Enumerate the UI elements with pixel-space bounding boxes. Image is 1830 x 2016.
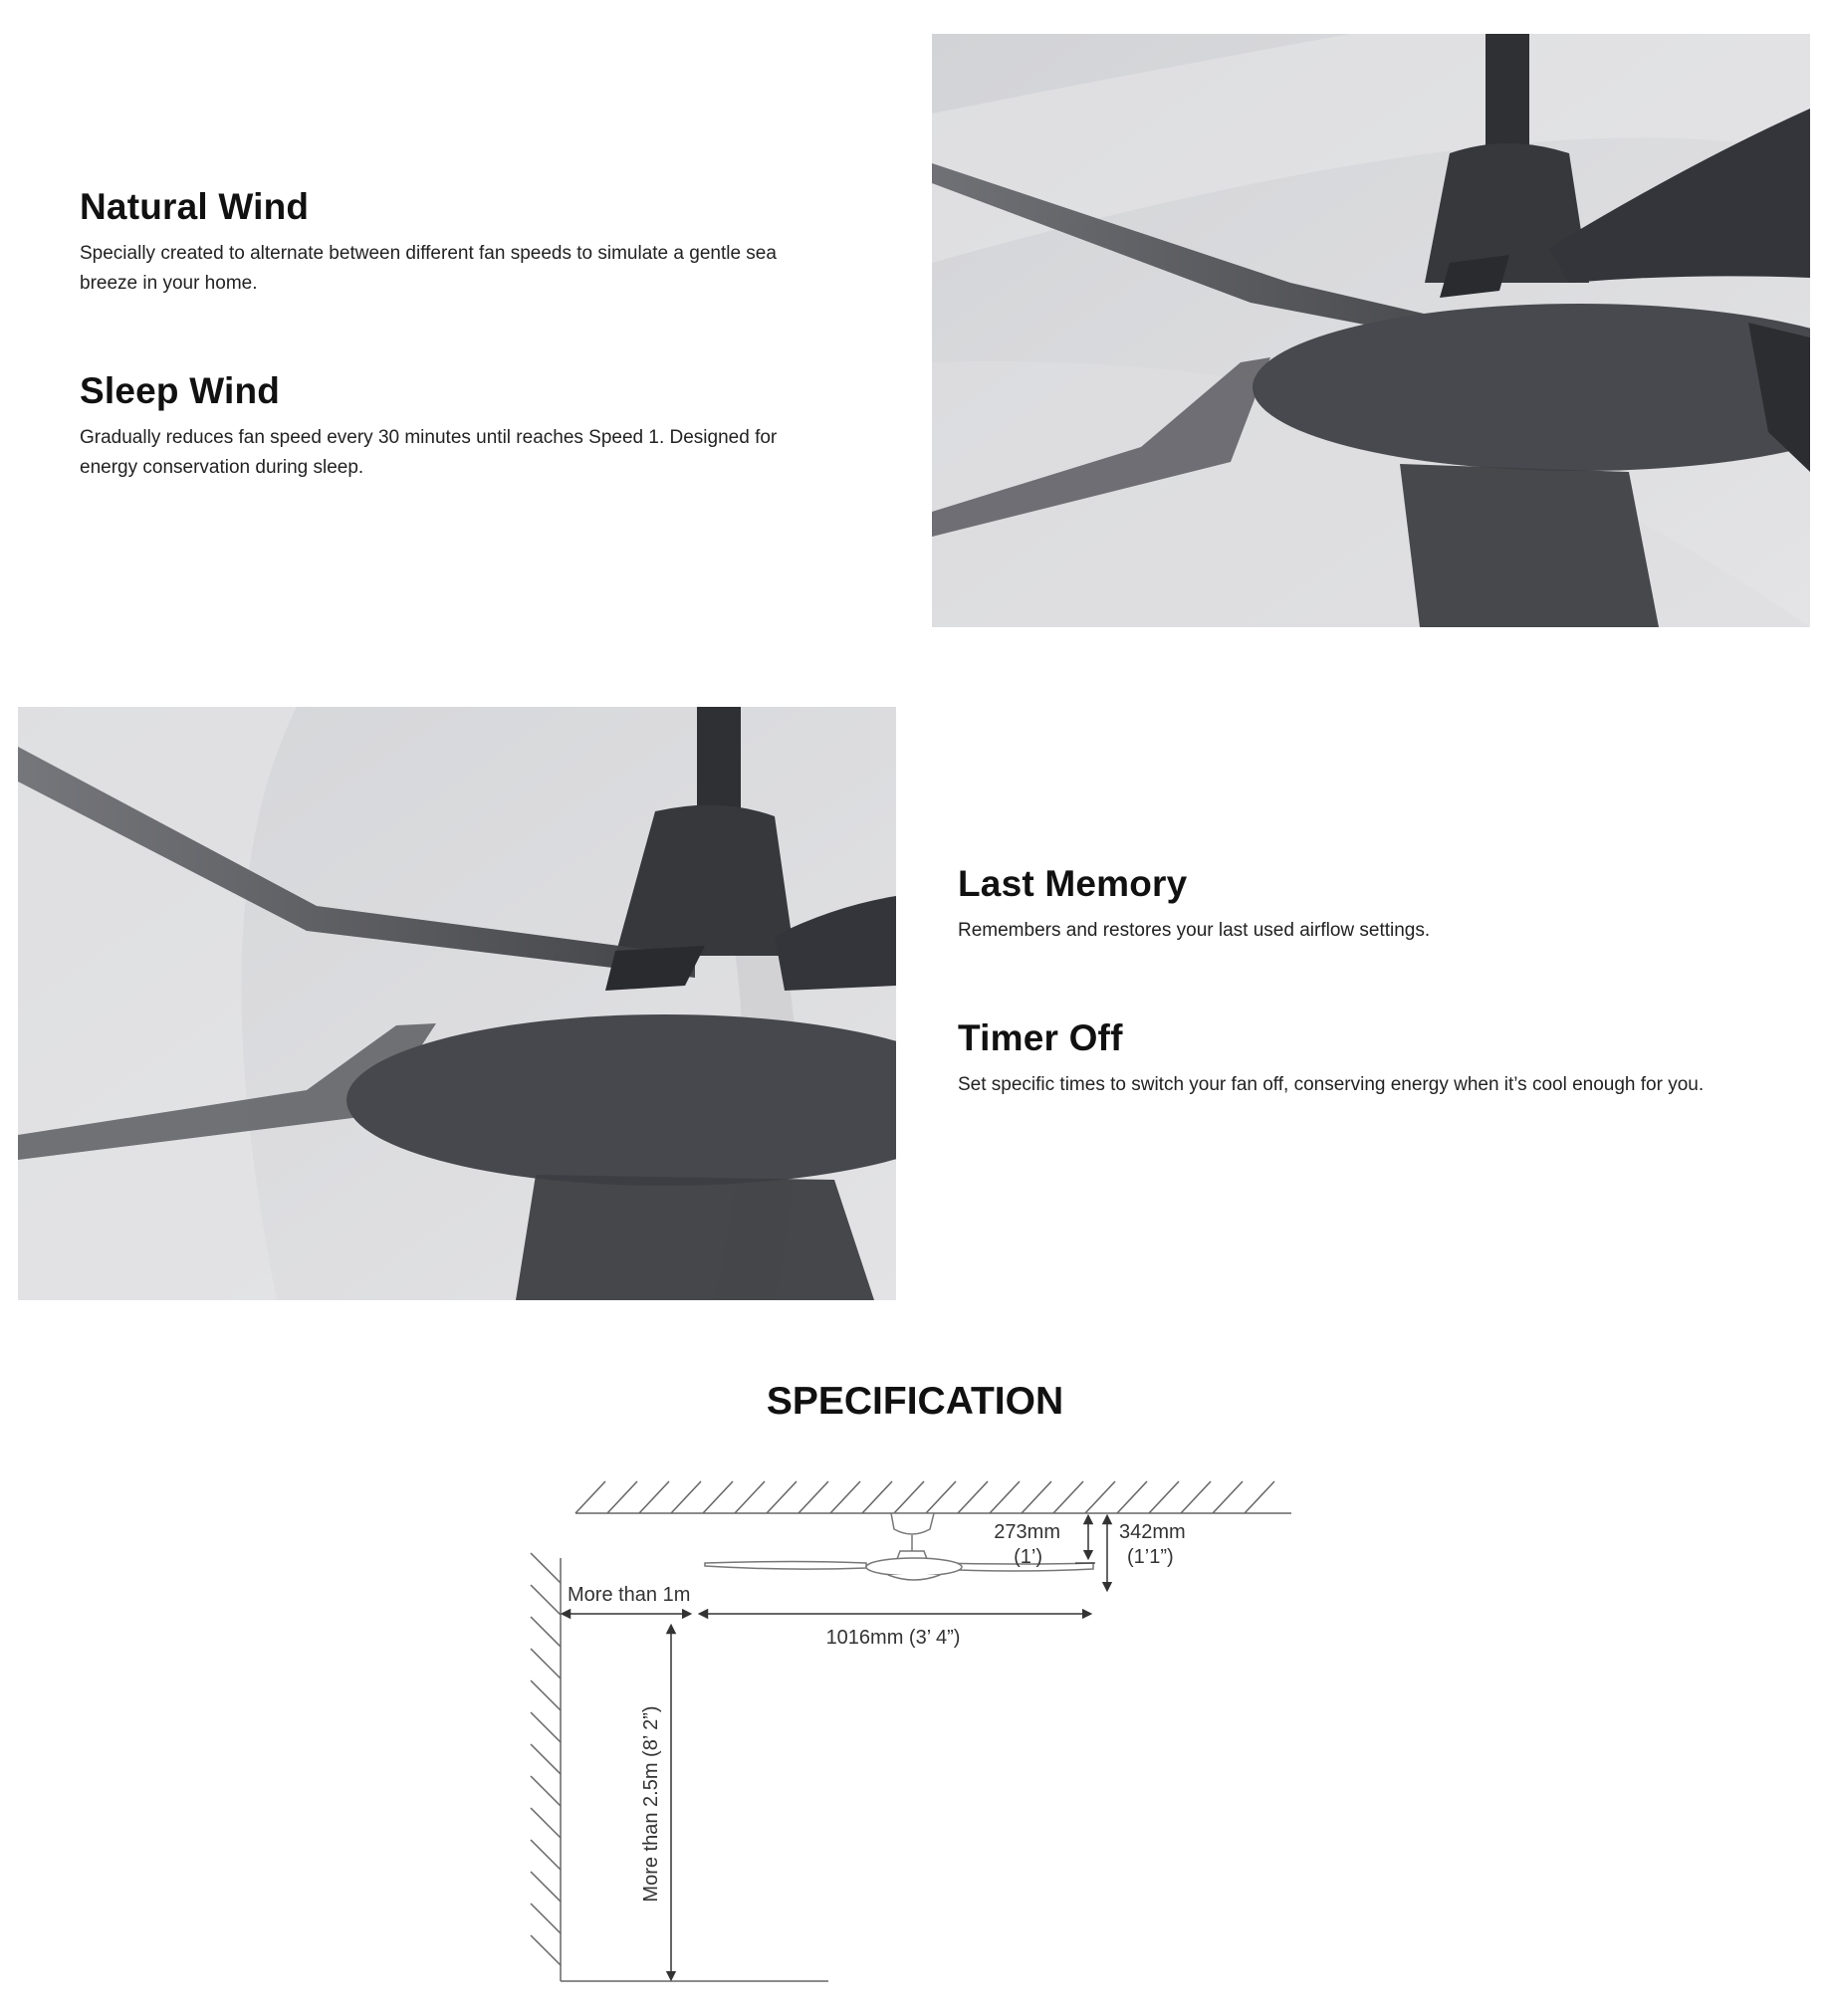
feature-desc-last-memory: Remembers and restores your last used airflow settings. bbox=[958, 920, 1431, 941]
feature-last-memory bbox=[958, 862, 1814, 946]
feature-desc-sleep-wind: Gradually reduces fan speed every 30 minutes until reaches Speed 1. Designed for energy conservation during sleep. bbox=[80, 427, 778, 478]
installation-diagram-drawing bbox=[518, 1463, 1314, 2001]
feature-title-timer-off: Timer Off bbox=[958, 1017, 1123, 1058]
dimension-floor-clearance: More than 2.5m (8’ 2”) bbox=[640, 1705, 662, 1903]
feature-desc-natural-wind: Specially created to alternate between different fan speeds to simulate a gentle sea breeze in your home. bbox=[80, 243, 777, 294]
ceiling-fan-photo-2 bbox=[18, 707, 896, 1300]
dimension-wall-clearance: More than 1m bbox=[568, 1584, 691, 1606]
dimension-fan-height-ft: (1’) bbox=[1014, 1546, 1042, 1568]
feature-natural-wind bbox=[80, 185, 836, 299]
ceiling-hatch bbox=[575, 1481, 1291, 1513]
specification-title: SPECIFICATION bbox=[766, 1380, 1064, 1423]
dimension-total-height: 342mm bbox=[1119, 1521, 1186, 1543]
dimension-fan-span: 1016mm (3’ 4”) bbox=[825, 1627, 961, 1649]
ceiling-fan-image-icon-2 bbox=[18, 707, 896, 1300]
feature-timer-off bbox=[958, 1016, 1814, 1100]
feature-title-sleep-wind: Sleep Wind bbox=[80, 370, 281, 411]
feature-title-last-memory: Last Memory bbox=[958, 863, 1188, 904]
feature-desc-timer-off: Set specific times to switch your fan off, conserving energy when it’s cool enough for you. bbox=[958, 1074, 1705, 1095]
installation-diagram bbox=[518, 1463, 1314, 2001]
wall-hatch bbox=[531, 1553, 561, 1981]
ceiling-fan-photo-1 bbox=[932, 34, 1810, 627]
dimension-total-height-ft: (1’1”) bbox=[1127, 1546, 1174, 1568]
feature-sleep-wind bbox=[80, 369, 836, 483]
dimension-fan-height: 273mm bbox=[994, 1521, 1060, 1543]
ceiling-fan-image-icon bbox=[932, 34, 1810, 627]
feature-title-natural-wind: Natural Wind bbox=[80, 186, 310, 227]
